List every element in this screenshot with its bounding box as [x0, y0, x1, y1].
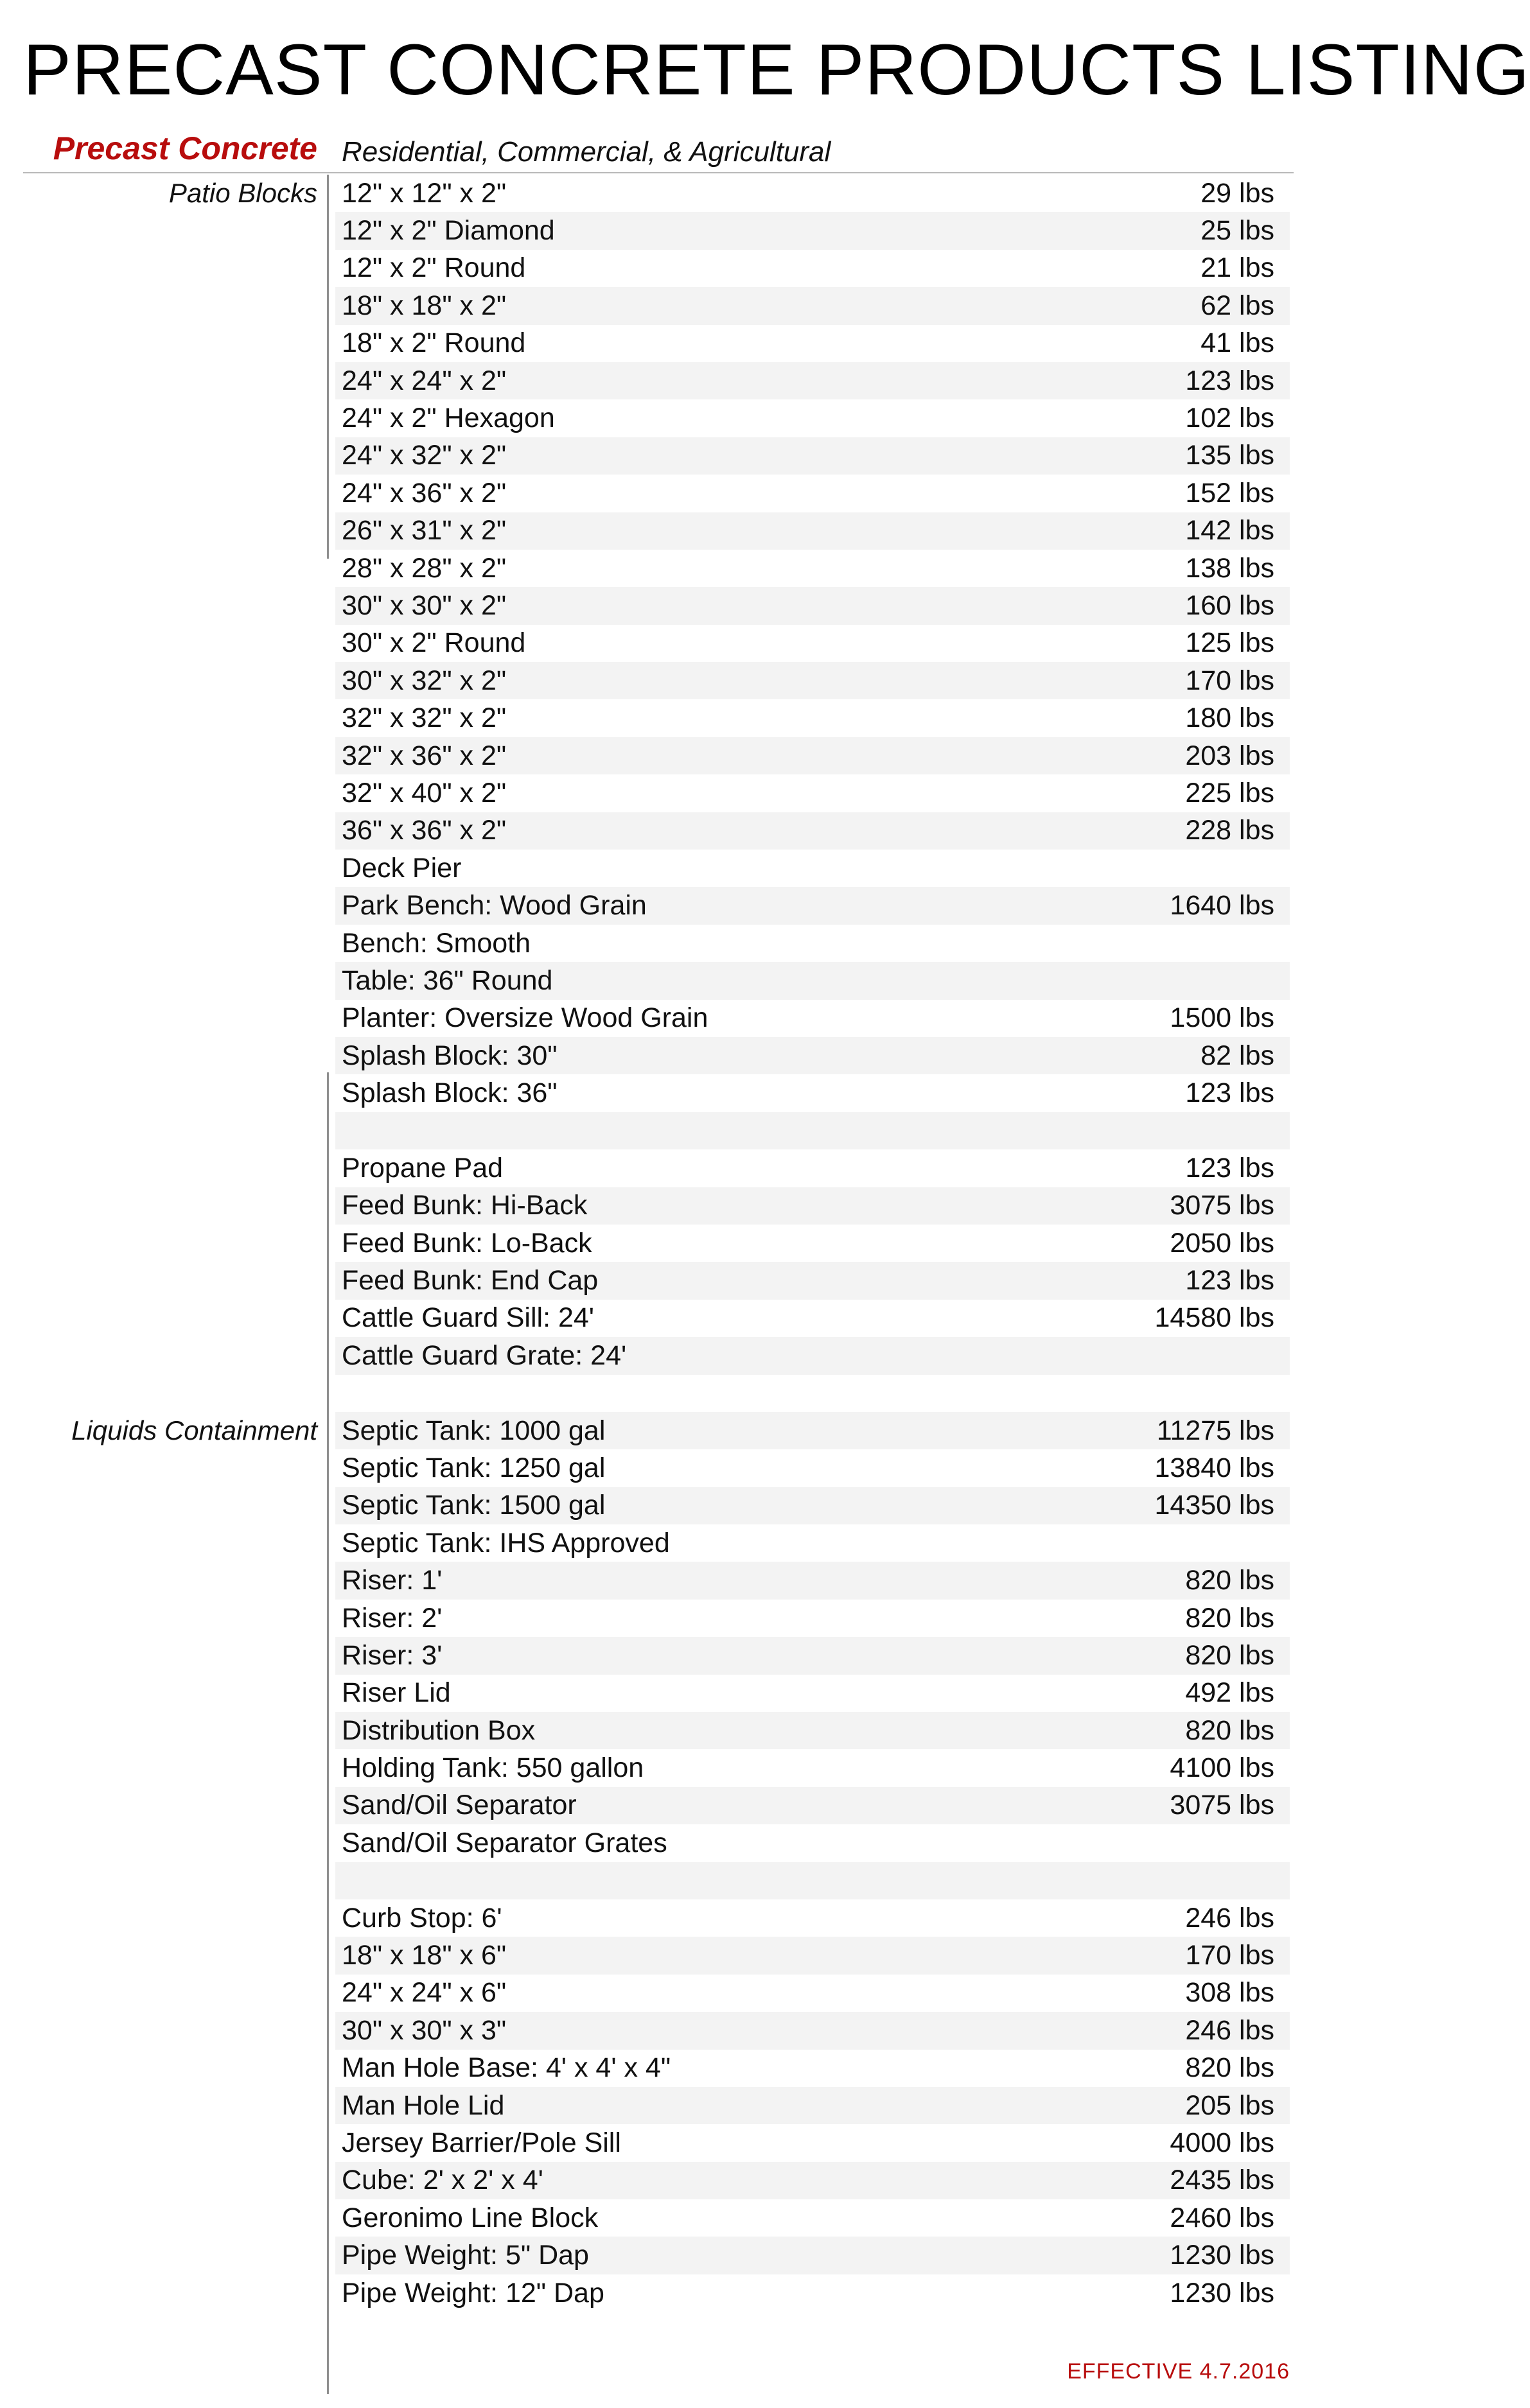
product-weight: 4100 lbs [1170, 1752, 1274, 1784]
product-row [335, 1412, 1290, 1449]
product-row [335, 1337, 1290, 1374]
product-name: Riser: 3' [342, 1639, 443, 1671]
product-row [335, 2199, 1290, 2237]
product-name: Septic Tank: 1500 gal [342, 1490, 606, 1521]
product-name: 24" x 32" x 2" [342, 440, 507, 471]
product-name: Feed Bunk: Hi-Back [342, 1190, 588, 1221]
product-name: Park Bench: Wood Grain [342, 890, 647, 921]
product-weight: 82 lbs [1200, 1040, 1274, 1071]
product-weight: 123 lbs [1185, 365, 1274, 396]
product-weight: 492 lbs [1185, 1677, 1274, 1709]
product-weight: 21 lbs [1200, 252, 1274, 284]
product-weight: 123 lbs [1185, 1077, 1274, 1109]
product-row [335, 1449, 1290, 1487]
product-name: Feed Bunk: End Cap [342, 1265, 599, 1296]
product-row [335, 1225, 1290, 1262]
product-name: 32" x 36" x 2" [342, 740, 507, 771]
product-weight: 170 lbs [1185, 665, 1274, 696]
product-name: Septic Tank: 1000 gal [342, 1415, 606, 1446]
product-weight: 29 lbs [1200, 177, 1274, 209]
product-row [335, 1562, 1290, 1599]
product-row [335, 212, 1290, 249]
product-name: 18" x 18" x 2" [342, 290, 507, 321]
section-label: Patio Blocks [168, 178, 317, 208]
product-row [335, 925, 1290, 962]
product-name: 28" x 28" x 2" [342, 552, 507, 584]
product-name: Cattle Guard Grate: 24' [342, 1339, 627, 1371]
product-name: 24" x 24" x 2" [342, 365, 507, 396]
product-name: Curb Stop: 6' [342, 1902, 502, 1933]
product-weight: 125 lbs [1185, 627, 1274, 659]
product-row [335, 962, 1290, 999]
product-row [335, 1862, 1290, 1899]
product-weight: 14580 lbs [1154, 1302, 1274, 1334]
product-weight: 123 lbs [1185, 1152, 1274, 1183]
product-row [335, 1262, 1290, 1299]
product-row [335, 887, 1290, 924]
product-name: Distribution Box [342, 1714, 536, 1746]
product-row [335, 699, 1290, 737]
product-name: Cube: 2' x 2' x 4' [342, 2165, 543, 2196]
category-subtitle: Residential, Commercial, & Agricultural [342, 136, 831, 168]
product-row [335, 399, 1290, 437]
product-weight: 820 lbs [1185, 1565, 1274, 1596]
product-row [335, 325, 1290, 362]
product-name: 24" x 36" x 2" [342, 477, 507, 509]
product-name: 36" x 36" x 2" [342, 815, 507, 846]
product-name: Splash Block: 30" [342, 1040, 558, 1071]
product-row [335, 1149, 1290, 1187]
product-row [335, 1524, 1290, 1562]
product-weight: 1230 lbs [1170, 2240, 1274, 2271]
product-row [335, 1899, 1290, 1937]
product-weight: 11275 lbs [1156, 1415, 1274, 1446]
product-name: 12" x 2" Diamond [342, 215, 555, 247]
column-divider [327, 175, 329, 559]
product-row [335, 512, 1290, 550]
product-name: Deck Pier [342, 852, 462, 884]
product-list [335, 175, 1290, 2312]
product-name: 24" x 2" Hexagon [342, 403, 555, 434]
product-name: Sand/Oil Separator Grates [342, 1827, 667, 1858]
product-row [335, 1712, 1290, 1749]
product-row [335, 1787, 1290, 1824]
product-row [335, 1749, 1290, 1786]
product-weight: 123 lbs [1185, 1265, 1274, 1296]
product-row [335, 362, 1290, 399]
product-name: 18" x 2" Round [342, 327, 526, 359]
product-name: Propane Pad [342, 1152, 504, 1183]
product-weight: 246 lbs [1185, 2014, 1274, 2046]
product-row [335, 2274, 1290, 2312]
product-weight: 138 lbs [1185, 552, 1274, 584]
category-heading: Precast Concrete [53, 130, 317, 166]
product-row [335, 1037, 1290, 1074]
product-row [335, 1675, 1290, 1712]
product-weight: 820 lbs [1185, 1602, 1274, 1634]
product-weight: 25 lbs [1200, 215, 1274, 247]
product-row [335, 437, 1290, 475]
product-row [335, 850, 1290, 887]
header-divider [23, 172, 1294, 173]
product-row [335, 2087, 1290, 2124]
page-title: PRECAST CONCRETE PRODUCTS LISTING [23, 30, 1530, 110]
product-row [335, 250, 1290, 287]
product-name: Planter: Oversize Wood Grain [342, 1002, 708, 1034]
product-weight: 152 lbs [1185, 477, 1274, 509]
product-row [335, 175, 1290, 212]
product-weight: 14350 lbs [1154, 1490, 1274, 1521]
product-row [335, 1937, 1290, 1974]
effective-date: EFFECTIVE 4.7.2016 [1067, 2359, 1290, 2384]
product-weight: 160 lbs [1185, 589, 1274, 621]
product-weight: 308 lbs [1185, 1977, 1274, 2009]
product-row [335, 1187, 1290, 1225]
product-weight: 203 lbs [1185, 740, 1274, 771]
product-name: 30" x 30" x 3" [342, 2014, 507, 2046]
product-weight: 170 lbs [1185, 1940, 1274, 1971]
product-weight: 3075 lbs [1170, 1190, 1274, 1221]
product-row [335, 550, 1290, 587]
product-weight: 2435 lbs [1170, 2165, 1274, 2196]
product-row [335, 587, 1290, 624]
product-weight: 225 lbs [1185, 777, 1274, 808]
product-row [335, 1300, 1290, 1337]
product-name: Table: 36" Round [342, 964, 553, 996]
product-row [335, 737, 1290, 774]
product-row [335, 2012, 1290, 2049]
product-row [335, 1375, 1290, 1412]
product-row [335, 475, 1290, 512]
product-name: Bench: Smooth [342, 927, 531, 959]
product-name: 12" x 12" x 2" [342, 177, 507, 209]
product-weight: 1230 lbs [1170, 2277, 1274, 2308]
product-row [335, 1487, 1290, 1524]
product-name: Feed Bunk: Lo-Back [342, 1227, 592, 1259]
product-weight: 180 lbs [1185, 702, 1274, 734]
product-name: Holding Tank: 550 gallon [342, 1752, 644, 1784]
product-row [335, 1824, 1290, 1862]
product-name: 30" x 30" x 2" [342, 589, 507, 621]
product-name: 32" x 40" x 2" [342, 777, 507, 808]
product-row [335, 625, 1290, 662]
product-weight: 3075 lbs [1170, 1790, 1274, 1821]
section-label: Liquids Containment [71, 1415, 317, 1446]
product-weight: 4000 lbs [1170, 2127, 1274, 2158]
product-weight: 2050 lbs [1170, 1227, 1274, 1259]
product-row [335, 1600, 1290, 1637]
product-name: 12" x 2" Round [342, 252, 526, 284]
product-row [335, 812, 1290, 850]
product-name: Splash Block: 36" [342, 1077, 558, 1109]
product-row [335, 2124, 1290, 2161]
product-name: 32" x 32" x 2" [342, 702, 507, 734]
product-weight: 2460 lbs [1170, 2202, 1274, 2233]
product-row [335, 1975, 1290, 2012]
product-row [335, 774, 1290, 812]
product-name: Man Hole Lid [342, 2090, 505, 2121]
product-row [335, 1074, 1290, 1112]
product-weight: 13840 lbs [1154, 1452, 1274, 1483]
product-name: Riser: 2' [342, 1602, 443, 1634]
product-weight: 820 lbs [1185, 2052, 1274, 2084]
product-name: Cattle Guard Sill: 24' [342, 1302, 595, 1334]
product-name: Pipe Weight: 12" Dap [342, 2277, 604, 2308]
product-row [335, 2162, 1290, 2199]
product-row [335, 662, 1290, 699]
product-weight: 142 lbs [1185, 515, 1274, 546]
product-name: Riser Lid [342, 1677, 451, 1709]
product-name: 18" x 18" x 6" [342, 1940, 507, 1971]
product-weight: 205 lbs [1185, 2090, 1274, 2121]
product-weight: 1640 lbs [1170, 890, 1274, 921]
product-name: Riser: 1' [342, 1565, 443, 1596]
product-row [335, 2050, 1290, 2087]
product-row [335, 1637, 1290, 1674]
product-name: Geronimo Line Block [342, 2202, 599, 2233]
product-row [335, 2237, 1290, 2274]
product-row [335, 287, 1290, 324]
product-weight: 62 lbs [1200, 290, 1274, 321]
product-name: Man Hole Base: 4' x 4' x 4" [342, 2052, 671, 2084]
product-weight: 41 lbs [1200, 327, 1274, 359]
product-name: Pipe Weight: 5" Dap [342, 2240, 589, 2271]
product-weight: 820 lbs [1185, 1639, 1274, 1671]
product-name: Septic Tank: 1250 gal [342, 1452, 606, 1483]
column-divider-lower [327, 1072, 329, 2394]
product-row [335, 1000, 1290, 1037]
product-name: Septic Tank: IHS Approved [342, 1527, 670, 1558]
product-weight: 228 lbs [1185, 815, 1274, 846]
product-weight: 135 lbs [1185, 440, 1274, 471]
product-weight: 820 lbs [1185, 1714, 1274, 1746]
product-name: Jersey Barrier/Pole Sill [342, 2127, 621, 2158]
product-name: 30" x 2" Round [342, 627, 526, 659]
product-weight: 1500 lbs [1170, 1002, 1274, 1034]
product-name: 26" x 31" x 2" [342, 515, 507, 546]
product-weight: 102 lbs [1185, 403, 1274, 434]
product-row [335, 1112, 1290, 1149]
product-weight: 246 lbs [1185, 1902, 1274, 1933]
product-name: 30" x 32" x 2" [342, 665, 507, 696]
product-name: Sand/Oil Separator [342, 1790, 577, 1821]
product-name: 24" x 24" x 6" [342, 1977, 507, 2009]
